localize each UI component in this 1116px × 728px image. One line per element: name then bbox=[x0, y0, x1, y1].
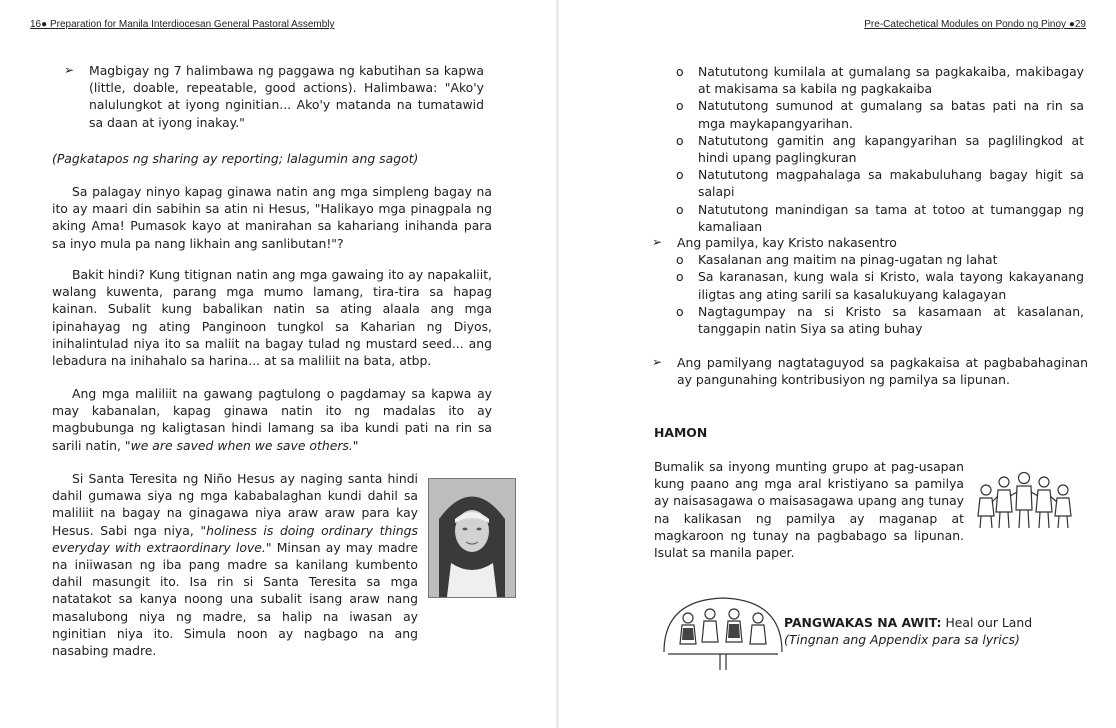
circle-bullet-icon: o bbox=[676, 98, 684, 114]
circle-bullet-icon: o bbox=[676, 252, 684, 268]
list-item: o Natututong magpahalaga sa makabuluhang bagay higit sa salapi bbox=[676, 167, 1084, 200]
list-item: o Natututong kumilala at gumalang sa pagkakaiba, makibagay at makisama sa kabila ng pagkakaiba bbox=[676, 64, 1084, 97]
list-item: o Nagtagumpay na si Kristo sa kasamaan at kasalanan, tanggapin natin Siya sa ating buhay bbox=[676, 303, 1084, 337]
list-item: o Natututong gamitin ang kapangyarihan sa paglilingkod at hindi upang paglingkuran bbox=[676, 132, 1084, 166]
circle-bullet-icon: o bbox=[676, 269, 684, 285]
bullet-2-text: Ang pamilya, kay Kristo nakasentro bbox=[677, 235, 897, 250]
bullet-text: Magbigay ng 7 halimbawa ng paggawa ng kabutihan sa kapwa (little, doable, repeatable, good actions). Halimbawa: "Ako'y nalulungkot at iyong nginitian... Ako'y matanda na tumatawid sa daan at iyong inakay." bbox=[89, 63, 484, 130]
circle-bullet-icon: o bbox=[676, 201, 684, 217]
nun-portrait-icon bbox=[429, 479, 515, 597]
closing-song-note: (Tingnan ang Appendix para sa lyrics) bbox=[784, 632, 1020, 648]
circle-bullet-icon: o bbox=[676, 132, 684, 148]
closing-song bbox=[784, 614, 1084, 648]
santa-teresita-photo bbox=[428, 478, 516, 598]
paragraph-4-text-a: Si Santa Teresita ng Niño Hesus ay naging santa hindi dahil gumawa siya ng mga kababalaghan kundi dahil sa maliliit na bagay na ginagawa niya araw araw para kay Hesus. Sabi nga niya, bbox=[52, 471, 418, 538]
sharing-instruction: (Pagkatapos ng sharing ay reporting; lalagumin ang sagot) bbox=[52, 151, 419, 166]
paragraph-3-quote: "we are saved when we save others." bbox=[124, 437, 359, 453]
paragraph-3 bbox=[52, 385, 492, 454]
paragraph-2: Bakit hindi? Kung titignan natin ang mga gawaing ito ay napakaliit, walang kuwenta, parang mga mumo lamang, tira-tira sa hapag kainan. Subalit kung babalikan natin sa ating alaala ang mga ipinahayag ng ating Panginoon tungkol sa Kaharian ng Diyos, inihalintulad niya ito sa maliit na bagay tulad ng mustard seed... ang lebadura na inihahalo sa harina... at sa maliliit na bata, atbp. bbox=[52, 267, 492, 369]
paragraph-1: Sa palagay ninyo kapag ginawa natin ang mga simpleng bagay na ito ay maari din sabihin sa atin ni Hesus, "Halikayo mga pinagpala ng aking Ama! Pumasok kayo at manirahan sa kahariang inihanda para sa inyo mula pa nang likhain ang sanlibutan!"? bbox=[52, 184, 492, 251]
list-item: o Natututong sumunod at gumalang sa batas pati na rin sa mga maykapangyarihan. bbox=[676, 98, 1084, 131]
list-item: o Natututong manindigan sa tama at totoo at tumanggap ng kamaliaan bbox=[676, 201, 1084, 234]
list-item: o Sa karanasan, kung wala si Kristo, wala tayong kakayanang iligtas ang ating sarili sa kasalukuyang kalagayan bbox=[676, 269, 1084, 302]
list-item: o Kasalanan ang maitim na pinag-ugatan ng lahat bbox=[676, 252, 998, 268]
paragraph-4 bbox=[52, 470, 418, 659]
arrow-bullet-icon: ➢ bbox=[64, 63, 75, 77]
circle-bullet-icon: o bbox=[676, 303, 684, 319]
section-title-hamon: HAMON bbox=[654, 425, 708, 440]
children-tree-icon bbox=[658, 592, 788, 672]
sin-list bbox=[676, 251, 1084, 337]
family-christ-section bbox=[652, 234, 1084, 337]
paragraph-4-quote: "holiness is doing ordinary things everyday with extraordinary love." bbox=[52, 522, 418, 555]
bullet-3-text: Ang pamilyang nagtataguyod sa pagkakaisa at pagbabahaginan ay pangunahing kontribusiyon ng pamilya sa lipunan. bbox=[677, 355, 1088, 388]
closing-song-title: Heal our Land bbox=[945, 615, 1033, 630]
circle-bullet-icon: o bbox=[676, 64, 684, 79]
circle-bullet-icon: o bbox=[676, 167, 684, 183]
hamon-text: Bumalik sa inyong munting grupo at pag-usapan kung paano ang mga aral kristiyano sa pamilya ay naisasagawa o maisasagawa upang ang tunay na kalikasan ng pamilya ay maganap at magkaroon ng tunay na pagbabago sa lipunan. Isulat sa manila paper. bbox=[654, 459, 964, 561]
paragraph-3-text: Ang mga maliliit na gawang pagtulong o pagdamay sa kapwa ay may kabanalan, kapag ginawa natin ito ng madalas ito ay magbubunga ng kaligtasan hindi lamang sa iba kundi pati na rin sa sarili natin, bbox=[52, 386, 492, 453]
kindness-examples-bullet bbox=[64, 62, 484, 131]
learning-list bbox=[676, 63, 1084, 235]
arrow-bullet-icon: ➢ bbox=[652, 355, 663, 369]
right-page-header: Pre-Catechetical Modules on Pondo ng Pinoy ●29 bbox=[864, 19, 1086, 30]
left-page-header: 16● Preparation for Manila Interdiocesan General Pastoral Assembly bbox=[30, 19, 335, 30]
closing-song-label: PANGWAKAS NA AWIT: bbox=[784, 615, 942, 630]
unity-bullet bbox=[652, 354, 1088, 388]
paragraph-4-text-b: Minsan ay may madre na iniiwasan ng iba pang madre sa kanilang kumbento dahil masungit ito. Isa rin si Santa Teresita sa mga natatakot sa kanya noong una subalit isang araw nang masalubong niya ng madre, sa halip na iwasan ay nginitian niya ito. Simula noon ay nagbago na ang nasabing madre. bbox=[52, 539, 418, 659]
arrow-bullet-icon: ➢ bbox=[652, 235, 663, 249]
group-people-icon bbox=[974, 468, 1076, 532]
right-page bbox=[558, 0, 1116, 728]
